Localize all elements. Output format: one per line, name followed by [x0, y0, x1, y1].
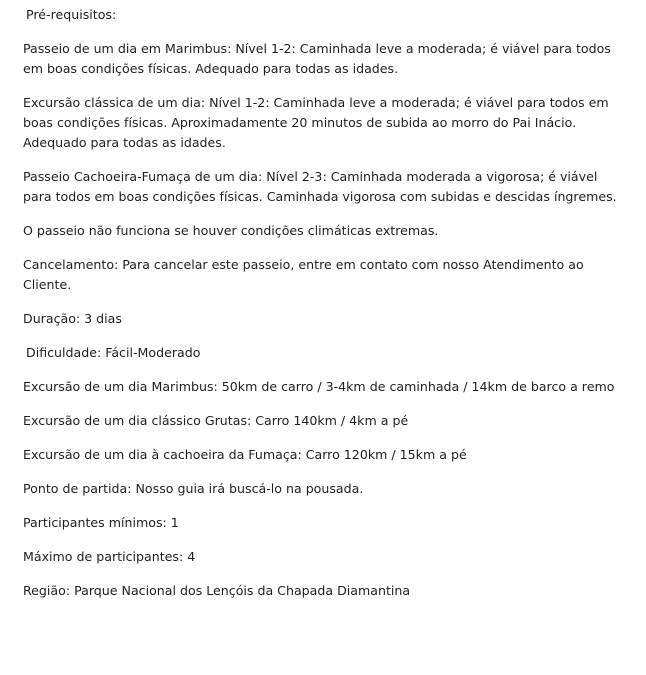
prerequisites-heading: Pré-requisitos:	[26, 7, 117, 22]
min-participants-paragraph: Participantes mínimos: 1	[23, 515, 179, 530]
marimbus-distances-paragraph: Excursão de um dia Marimbus: 50km de carro / 3-4km de caminhada / 14km de barco a remo	[23, 379, 615, 394]
fumaca-level-paragraph: Passeio Cachoeira-Fumaça de um dia: Nível 2-3: Caminhada moderada a vigorosa; é viável para todos em boas condições físicas. Caminhada vigorosa com subidas e descidas íngremes.	[23, 169, 617, 204]
max-participants-paragraph: Máximo de participantes: 4	[23, 549, 196, 564]
cancellation-paragraph: Cancelamento: Para cancelar este passeio, entre em contato com nosso Atendimento ao Cliente.	[23, 257, 584, 292]
duration-paragraph: Duração: 3 dias	[23, 311, 122, 326]
document-body	[23, 5, 623, 615]
weather-notice-paragraph: O passeio não funciona se houver condições climáticas extremas.	[23, 223, 439, 238]
starting-point-paragraph: Ponto de partida: Nosso guia irá buscá-lo na pousada.	[23, 481, 364, 496]
region-paragraph: Região: Parque Nacional dos Lençóis da Chapada Diamantina	[23, 583, 411, 598]
classic-excursion-level-paragraph: Excursão clássica de um dia: Nível 1-2: Caminhada leve a moderada; é viável para todos em boas condições físicas. Aproximadamente 20 minutos de subida ao morro do Pai Inácio. Adequado para todas as idades.	[23, 95, 609, 150]
grutas-distances-paragraph: Excursão de um dia clássico Grutas: Carro 140km / 4km a pé	[23, 413, 409, 428]
marimbus-level-paragraph: Passeio de um dia em Marimbus: Nível 1-2: Caminhada leve a moderada; é viável para todos em boas condições físicas. Adequado para todas as idades.	[23, 41, 611, 76]
fumaca-distances-paragraph: Excursão de um dia à cachoeira da Fumaça: Carro 120km / 15km a pé	[23, 447, 467, 462]
difficulty-paragraph: Dificuldade: Fácil-Moderado	[26, 345, 201, 360]
